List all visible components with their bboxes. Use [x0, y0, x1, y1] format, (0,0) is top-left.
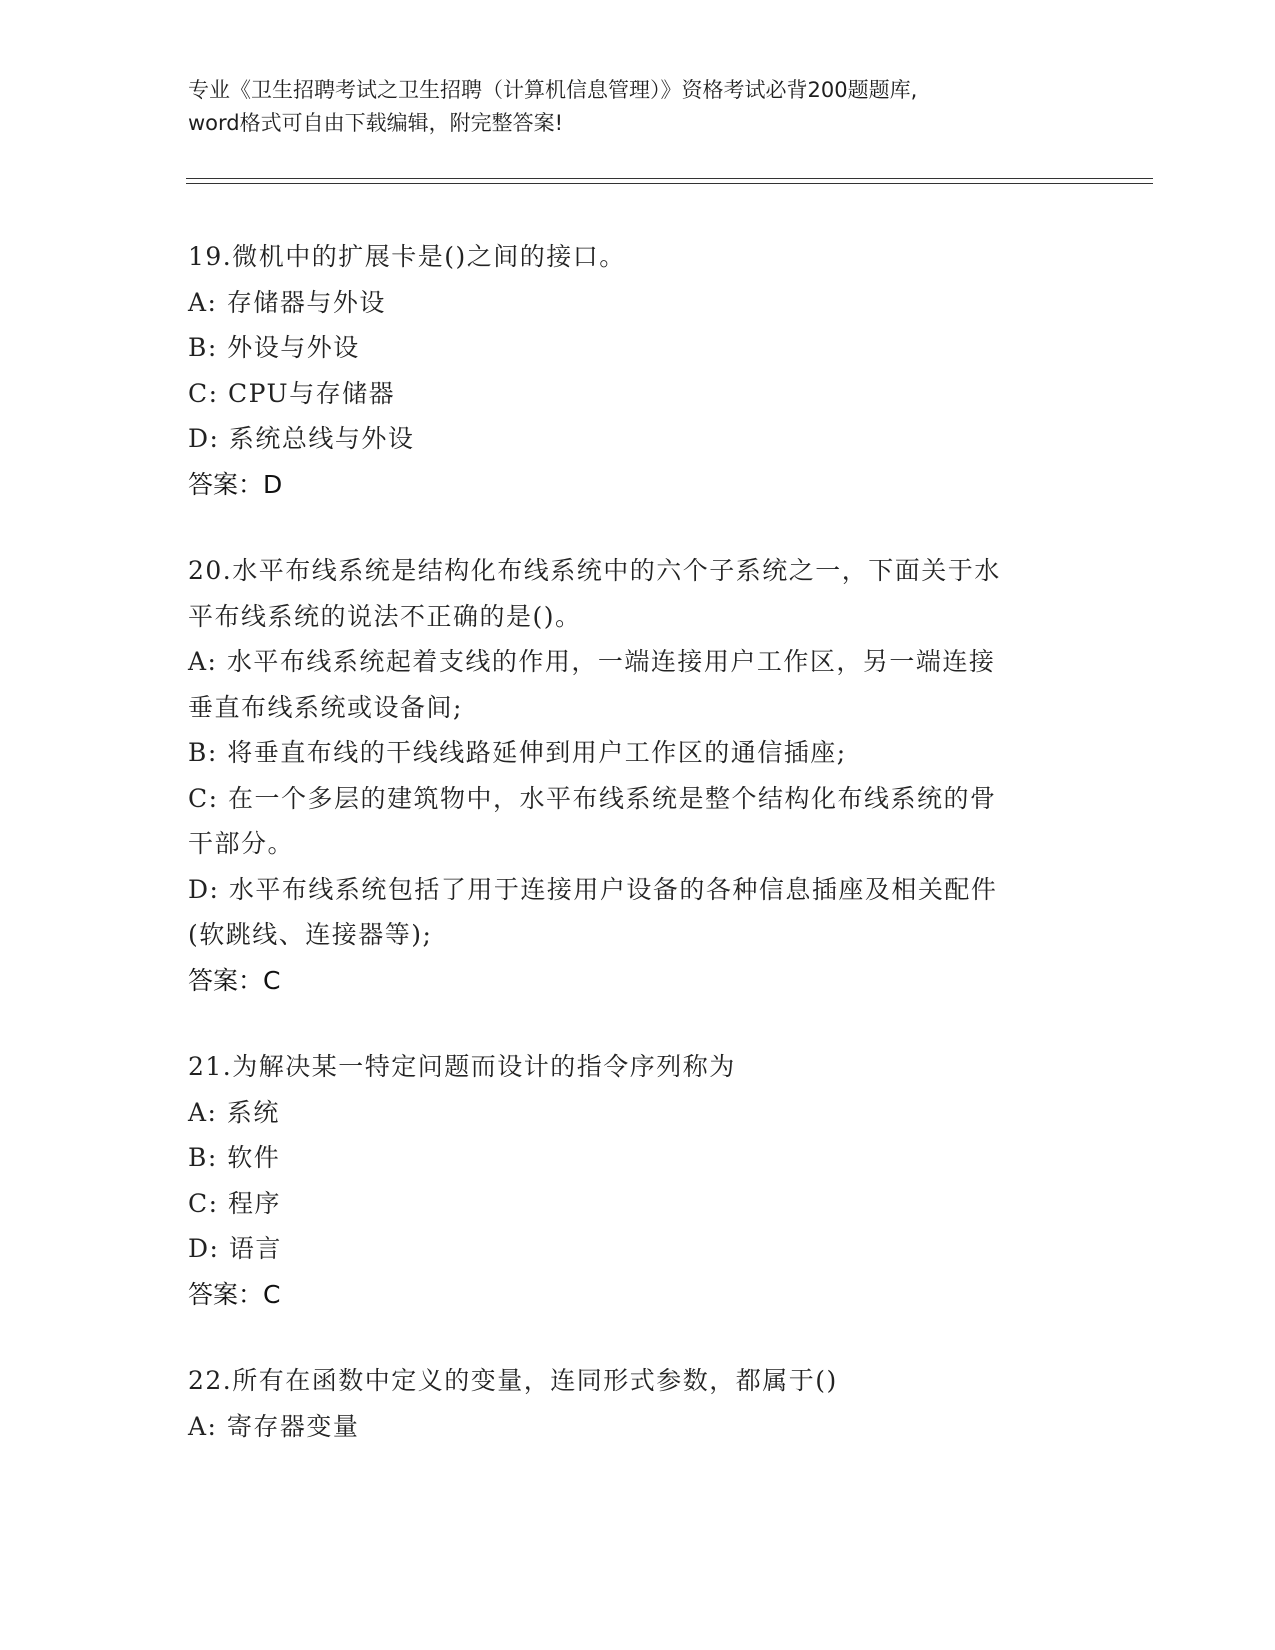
question-block: [188, 1358, 1088, 1449]
question-list: [188, 234, 1088, 1490]
answer-line: 答案：C: [188, 965, 281, 995]
option-line: C: 在一个多层的建筑物中，水平布线系统是整个结构化布线系统的骨: [188, 783, 997, 813]
option-line: A: 系统: [188, 1097, 280, 1127]
question-block: [188, 234, 1088, 507]
answer-line: 答案：C: [188, 1279, 281, 1309]
option-line: C: 程序: [188, 1188, 281, 1218]
header-line-2: word格式可自由下载编辑，附完整答案!: [188, 111, 564, 135]
option-line: (软跳线、连接器等);: [188, 920, 433, 949]
option-line: 干部分。: [188, 829, 295, 858]
header-divider-top: [186, 178, 1153, 179]
question-stem-line: 19.微机中的扩展卡是()之间的接口。: [188, 242, 626, 271]
question-stem-line: 22.所有在函数中定义的变量，连同形式参数，都属于(): [188, 1366, 838, 1395]
question-stem-line: 21.为解决某一特定问题而设计的指令序列称为: [188, 1052, 736, 1081]
option-line: D: 水平布线系统包括了用于连接用户设备的各种信息插座及相关配件: [188, 874, 998, 904]
option-line: B: 软件: [188, 1143, 281, 1172]
option-line: 垂直布线系统或设备间;: [188, 692, 463, 722]
option-line: B: 外设与外设: [188, 333, 360, 362]
option-line: B: 将垂直布线的干线线路延伸到用户工作区的通信插座;: [188, 738, 847, 767]
question-block: [188, 548, 1088, 1003]
document-header: [188, 74, 1088, 140]
answer-line: 答案：D: [188, 469, 283, 499]
header-line-1: 专业《卫生招聘考试之卫生招聘（计算机信息管理）》资格考试必背200题题库,: [188, 78, 918, 102]
option-line: A: 存储器与外设: [188, 287, 386, 317]
option-line: A: 寄存器变量: [188, 1411, 360, 1441]
header-divider-bottom: [186, 183, 1153, 184]
option-line: D: 语言: [188, 1234, 282, 1263]
question-stem-line: 平布线系统的说法不正确的是()。: [188, 601, 582, 631]
option-line: A: 水平布线系统起着支线的作用，一端连接用户工作区，另一端连接: [188, 647, 996, 676]
option-line: C: CPU与存储器: [188, 378, 396, 408]
question-stem-line: 20.水平布线系统是结构化布线系统中的六个子系统之一，下面关于水: [188, 556, 1001, 585]
question-block: [188, 1044, 1088, 1317]
option-line: D: 系统总线与外设: [188, 424, 415, 453]
